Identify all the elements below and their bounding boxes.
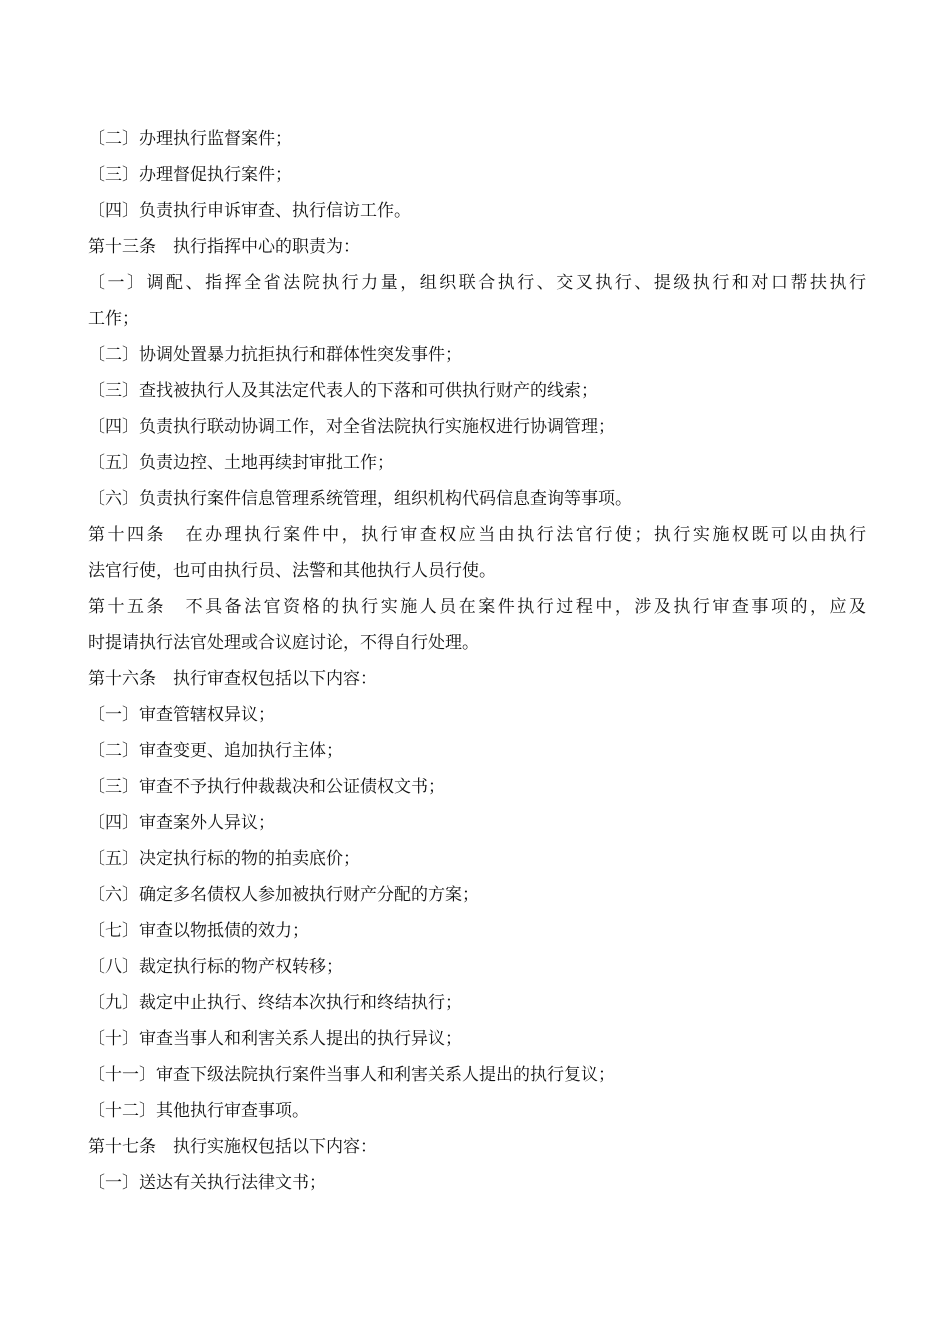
text-line: 〔三〕办理督促执行案件；: [88, 165, 292, 185]
text-line: 法官行使，也可由执行员、法警和其他执行人员行使。: [88, 561, 496, 581]
text-line: 〔一〕调配、指挥全省法院执行力量，组织联合执行、交叉执行、提级执行和对口帮扶执行: [88, 273, 866, 293]
text-line: 〔一〕审查管辖权异议；: [88, 705, 275, 725]
text-line: 〔十一〕审查下级法院执行案件当事人和利害关系人提出的执行复议；: [88, 1065, 615, 1085]
text-line: 〔七〕审查以物抵债的效力；: [88, 921, 309, 941]
text-line: 第十七条 执行实施权包括以下内容：: [88, 1137, 377, 1157]
text-line: 〔五〕负责边控、土地再续封审批工作；: [88, 453, 394, 473]
text-line: 〔六〕确定多名债权人参加被执行财产分配的方案；: [88, 885, 479, 905]
text-line: 工作；: [88, 309, 139, 329]
text-line: 〔二〕办理执行监督案件；: [88, 129, 292, 149]
text-line: 〔二〕协调处置暴力抗拒执行和群体性突发事件；: [88, 345, 462, 365]
text-line: 〔十二〕其他执行审查事项。: [88, 1101, 309, 1121]
text-line: 〔三〕审查不予执行仲裁裁决和公证债权文书；: [88, 777, 445, 797]
text-line: 〔四〕负责执行联动协调工作，对全省法院执行实施权进行协调管理；: [88, 417, 615, 437]
text-line: 〔四〕负责执行申诉审查、执行信访工作。: [88, 201, 411, 221]
document-body: [88, 121, 866, 1201]
text-line: 〔二〕审查变更、追加执行主体；: [88, 741, 343, 761]
text-line: 〔九〕裁定中止执行、终结本次执行和终结执行；: [88, 993, 462, 1013]
text-line: 〔一〕送达有关执行法律文书；: [88, 1173, 326, 1193]
text-line: 时提请执行法官处理或合议庭讨论，不得自行处理。: [88, 633, 479, 653]
text-line: 〔三〕查找被执行人及其法定代表人的下落和可供执行财产的线索；: [88, 381, 598, 401]
text-line: 〔十〕审查当事人和利害关系人提出的执行异议；: [88, 1029, 462, 1049]
text-lines: [88, 121, 866, 1201]
text-line: 第十三条 执行指挥中心的职责为：: [88, 237, 360, 257]
text-line: 〔四〕审查案外人异议；: [88, 813, 275, 833]
text-line: 第十六条 执行审查权包括以下内容：: [88, 669, 377, 689]
text-line: 〔六〕负责执行案件信息管理系统管理，组织机构代码信息查询等事项。: [88, 489, 632, 509]
text-line: 〔八〕裁定执行标的物产权转移；: [88, 957, 343, 977]
text-line: 第十四条 在办理执行案件中，执行审查权应当由执行法官行使；执行实施权既可以由执行: [88, 525, 866, 545]
text-line: 第十五条 不具备法官资格的执行实施人员在案件执行过程中，涉及执行审查事项的，应及: [88, 597, 866, 617]
text-line: 〔五〕决定执行标的物的拍卖底价；: [88, 849, 360, 869]
